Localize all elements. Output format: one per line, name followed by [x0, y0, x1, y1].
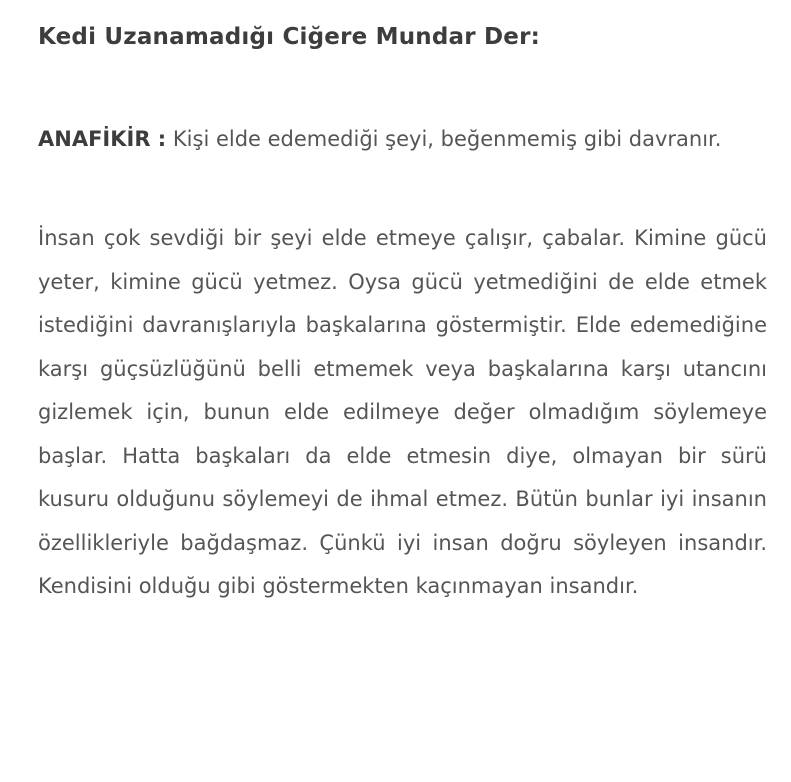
body-paragraph: İnsan çok sevdiği bir şeyi elde etmeye çalışır, çabalar. Kimine gücü yeter, kimine gücü yetmez. Oysa gücü yetmediğini de elde etmek istediğini davranışlarıyla başkalarına göstermiştir. Elde edemediğine karşı güçsüzlüğünü belli etmemek veya başkalarına karşı utancını gizlemek için, bunun elde edilmeye değer olmadığım söylemeye başlar. Hatta başkaları da elde etmesin diye, olmayan bir sürü kusuru olduğunu söylemeyi de ihmal etmez. Bütün bunlar iyi insanın özellikleriyle bağdaşmaz. Çünkü iyi insan doğru söyleyen insandır. Kendisini olduğu gibi göstermekten kaçınmayan insandır. [38, 226, 767, 599]
document-title: Kedi Uzanamadığı Ciğere Mundar Der: [38, 24, 541, 50]
main-idea-label: ANAFİKİR : [38, 126, 167, 151]
main-idea-paragraph [38, 118, 767, 162]
main-idea-text: Kişi elde edemediği şeyi, beğenmemiş gibi davranır. [166, 126, 722, 151]
